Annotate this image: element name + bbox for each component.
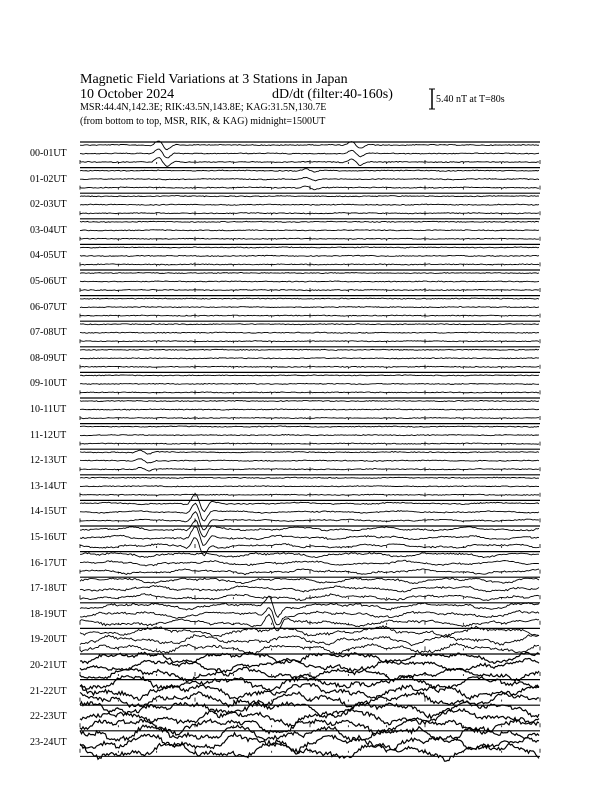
hour-label: 16-17UT [30, 557, 67, 569]
station-trace [80, 742, 539, 761]
station-trace [80, 520, 539, 537]
station-trace [80, 417, 539, 418]
station-trace [80, 186, 539, 190]
hour-label: 04-05UT [30, 250, 67, 262]
station-trace [80, 494, 539, 495]
station-trace [80, 169, 539, 172]
station-trace [80, 289, 539, 290]
station-trace [80, 494, 539, 512]
station-trace [80, 196, 539, 197]
station-trace [80, 684, 539, 701]
hour-label: 14-15UT [30, 506, 67, 518]
station-trace [80, 560, 539, 566]
chart-title: Magnetic Field Variations at 3 Stations in Japan [80, 72, 348, 87]
station-trace [80, 434, 539, 435]
hour-label: 07-08UT [30, 327, 67, 339]
station-trace [80, 643, 539, 654]
station-trace [80, 264, 539, 265]
station-trace [80, 634, 539, 645]
station-trace [80, 527, 539, 546]
hour-label: 19-20UT [30, 634, 67, 646]
hour-label: 09-10UT [30, 378, 67, 390]
station-trace [80, 400, 539, 401]
chart-date: 10 October 2024 [80, 87, 175, 102]
station-trace [80, 366, 539, 367]
station-trace [80, 281, 539, 282]
station-trace [80, 349, 539, 350]
station-trace [80, 177, 539, 181]
station-trace [80, 477, 539, 478]
station-trace [80, 324, 539, 325]
station-trace [80, 658, 539, 672]
station-trace [80, 221, 539, 222]
station-trace [80, 467, 539, 471]
hour-label: 12-13UT [30, 455, 67, 467]
station-trace [80, 626, 539, 637]
station-trace [80, 409, 539, 410]
hour-label: 10-11UT [30, 404, 67, 415]
station-trace [80, 204, 539, 205]
hour-label: 05-06UT [30, 276, 67, 287]
station-trace [80, 426, 539, 427]
hour-label: 23-24UT [30, 736, 67, 748]
hour-label: 02-03UT [30, 199, 67, 211]
station-trace [80, 569, 539, 575]
station-trace [80, 213, 539, 214]
station-trace [80, 608, 539, 625]
scale-label: 5.40 nT at T=80s [436, 94, 505, 105]
hour-label: 11-12UT [30, 429, 67, 441]
station-coordinates: MSR:44.4N,142.3E; RIK:43.5N,143.8E; KAG:31.5N,130.7E [80, 102, 327, 113]
station-trace [80, 341, 539, 342]
station-trace [80, 708, 539, 727]
station-trace [80, 298, 539, 299]
station-trace [80, 585, 539, 592]
hour-label: 01-02UT [30, 173, 67, 185]
station-trace [80, 594, 539, 601]
station-trace [80, 332, 539, 333]
hour-label: 13-14UT [30, 480, 67, 492]
station-trace [80, 158, 539, 167]
hour-label: 00-01UT [30, 148, 67, 159]
station-trace [80, 486, 539, 487]
station-trace [80, 538, 539, 556]
station-trace [80, 392, 539, 393]
hour-label: 08-09UT [30, 352, 67, 364]
hour-label: 22-23UT [30, 711, 67, 723]
station-trace [80, 230, 539, 231]
hour-label: 20-21UT [30, 660, 67, 671]
hour-label: 03-04UT [30, 224, 67, 236]
station-trace [80, 578, 539, 584]
station-trace [80, 307, 539, 308]
hour-label: 15-16UT [30, 532, 67, 543]
station-order-note: (from bottom to top, MSR, RIK, & KAG) midnight=1500UT [80, 116, 326, 127]
station-trace [80, 383, 539, 384]
station-trace [80, 247, 539, 248]
station-trace [80, 459, 539, 463]
station-trace [80, 272, 539, 273]
station-trace [80, 503, 539, 521]
station-trace [80, 238, 539, 239]
hour-label: 21-22UT [30, 685, 67, 697]
station-trace [80, 450, 539, 454]
chart-quantity: dD/dt (filter:40-160s) [272, 87, 393, 102]
station-trace [80, 315, 539, 316]
station-trace [80, 553, 539, 558]
station-trace [80, 255, 539, 256]
hour-label: 18-19UT [30, 608, 67, 620]
hour-label: 17-18UT [30, 583, 67, 595]
station-trace [80, 375, 539, 376]
hour-label: 06-07UT [30, 301, 67, 313]
station-trace [80, 443, 539, 444]
station-trace [80, 358, 539, 359]
station-trace [80, 149, 539, 158]
